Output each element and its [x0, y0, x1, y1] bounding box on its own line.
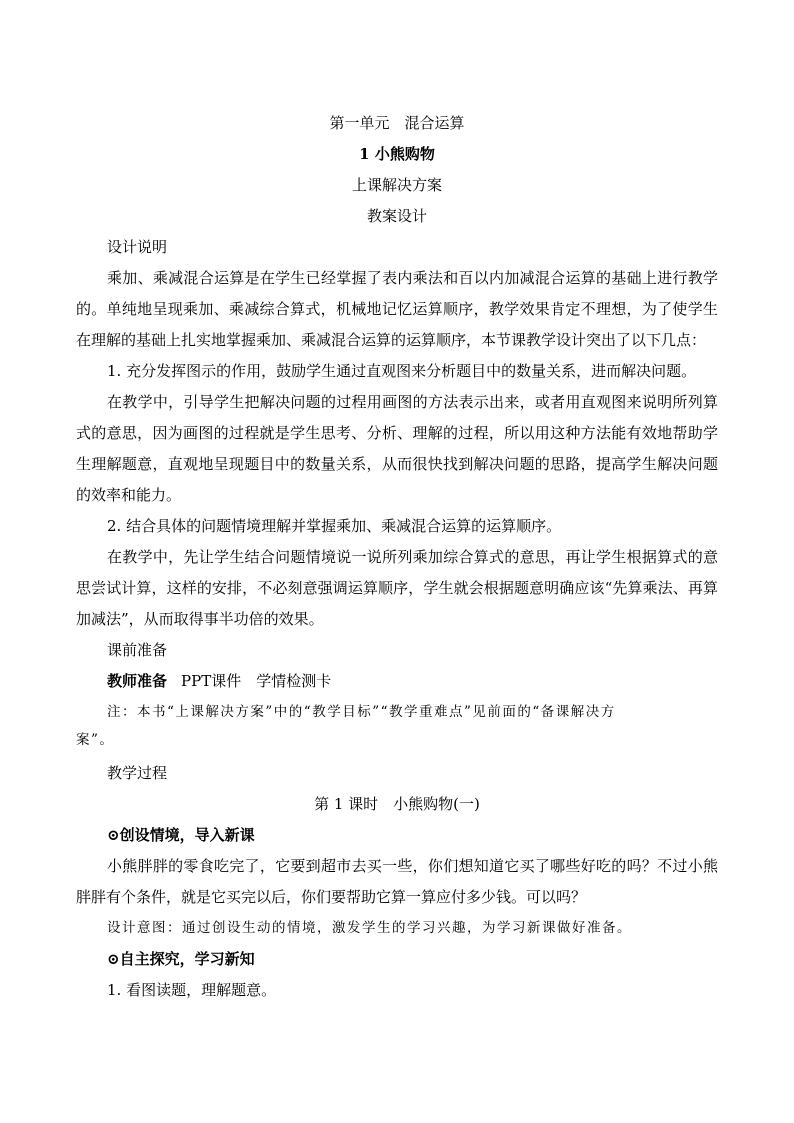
design-note-intro: 乘加、乘减混合运算是在学生已经掌握了表内乘法和百以内加减混合运算的基础上进行教学的。单纯地呈现乘加、乘减综合算式，机械地记忆运算顺序，教学效果肯定不理想，为了使学生在理解的基础上扎实地掌握乘加、乘减混合运算的运算顺序，本节课教学设计突出了以下几点： [76, 269, 718, 349]
section-1-intent: 设计意图：通过创设生动的情境，激发学生的学习兴趣，为学习新课做好准备。 [107, 920, 632, 936]
teacher-preparation-items: PPT课件 学情检测卡 [181, 672, 332, 690]
design-note-heading: 设计说明 [107, 238, 168, 256]
teacher-preparation [76, 666, 718, 697]
section-1-text: 小熊胖胖的零食吃完了，它要到超市去买一些，你们想知道它买了哪些好吃的吗？不过小熊胖胖有个条件，就是它买完以后，你们要帮助它算一算应付多少钱。可以吗？ [76, 857, 718, 906]
design-point-2: 2. 结合具体的问题情境理解并掌握乘加、乘减混合运算的运算顺序。 [107, 517, 562, 535]
section-2-title: ⊙自主探究，学习新知 [107, 950, 255, 968]
design-point-2-detail: 在教学中，先让学生结合问题情境说一说所列乘加综合算式的意思，再让学生根据算式的意思尝试计算，这样的安排，不必刻意强调运算顺序，学生就会根据题意明确应该“先算乘法、再算加减法”，从而取得事半功倍的效果。 [76, 548, 718, 628]
plan-title: 上课解决方案 [351, 176, 442, 194]
preparation-heading: 课前准备 [107, 641, 168, 659]
note-line-2: 案”。 [76, 732, 115, 748]
document-page [76, 108, 718, 1006]
lesson-title: 1 小熊购物 [359, 145, 435, 163]
design-point-1: 1. 充分发挥图示的作用，鼓励学生通过直观图来分析题目中的数量关系，进而解决问题。 [107, 362, 697, 380]
period-title: 第 1 课时 小熊购物(一) [314, 795, 480, 813]
section-1-title: ⊙创设情境，导入新课 [107, 826, 255, 844]
note-line-1: 注：本书“上课解决方案”中的“教学目标”“教学重难点”见前面的“备课解决方 [107, 704, 616, 720]
unit-title: 第一单元 混合运算 [329, 114, 465, 132]
design-title: 教案设计 [366, 207, 427, 225]
process-heading: 教学过程 [107, 764, 168, 782]
design-point-1-detail: 在教学中，引导学生把解决问题的过程用画图的方法表示出来，或者用直观图来说明所列算式的意思，因为画图的过程就是学生思考、分析、理解的过程，所以用这种方法能有效地帮助学生理解题意，直观地呈现题目中的数量关系，从而很快找到解决问题的思路，提高学生解决问题的效率和能力。 [76, 393, 718, 504]
teacher-preparation-label: 教师准备 [107, 672, 168, 690]
step-1: 1. 看图读题，理解题意。 [107, 981, 277, 999]
